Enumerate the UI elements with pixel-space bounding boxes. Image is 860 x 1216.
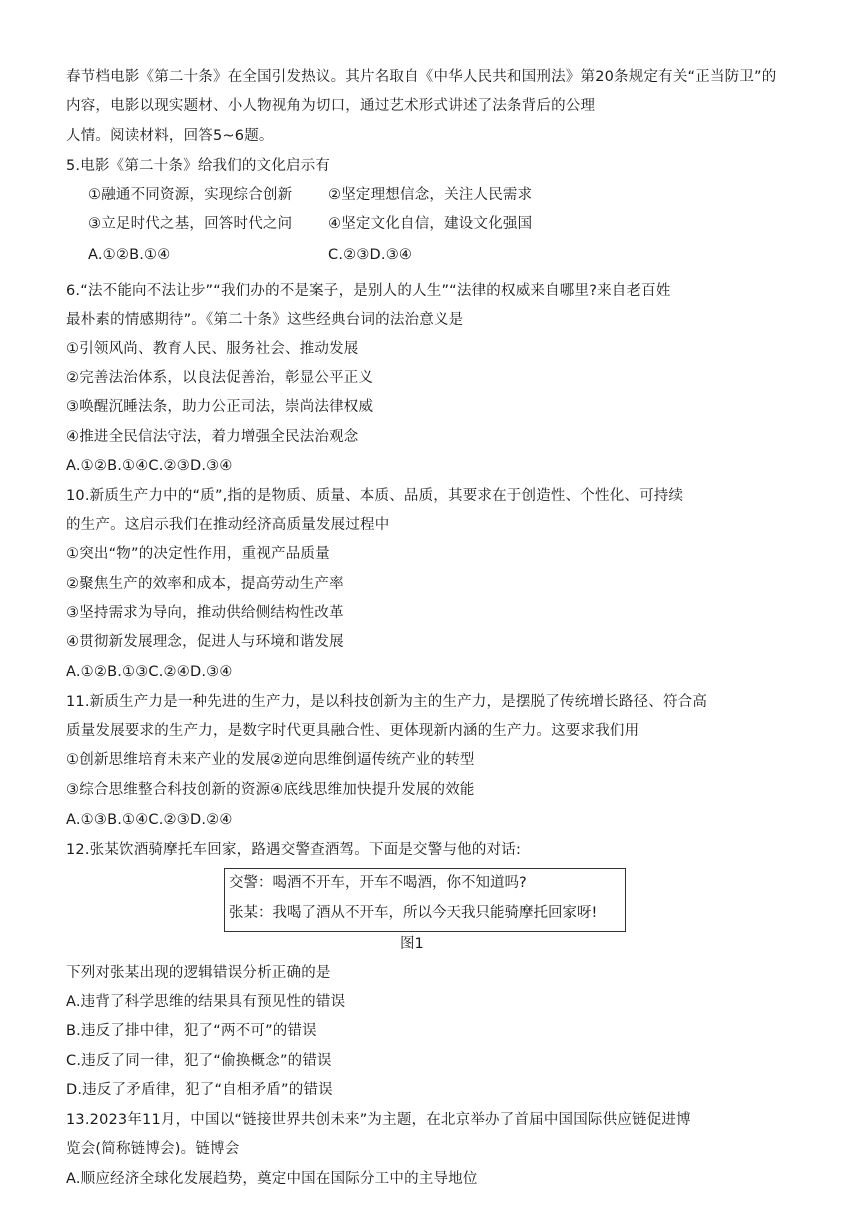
q12-question: 下列对张某出现的逻辑错误分析正确的是 (66, 965, 331, 981)
q11-options-3-4: ③综合思维整合科技创新的资源④底线思维加快提升发展的效能 (66, 782, 475, 798)
q11-stem-1: 11.新质生产力是一种先进的生产力，是以科技创新为主的生产力，是摆脱了传统增长路径、符合高 (66, 694, 708, 710)
q12-dialog-police: 交警：喝酒不开车，开车不喝酒，你不知道吗? (229, 875, 527, 891)
q12-option-a: A.违背了科学思维的结果具有预见性的错误 (66, 994, 346, 1010)
q5-option-3: ③立足时代之基，回答时代之问 (88, 216, 293, 232)
q12-stem: 12.张某饮酒骑摩托车回家，路遇交警查酒驾。下面是交警与他的对话: (66, 842, 522, 858)
q5-options-row-2 (88, 214, 788, 234)
q13-stem-2: 览会(简称链博会)。链博会 (66, 1141, 240, 1157)
q5-options-row-1 (88, 185, 788, 205)
q12-option-c: C.违反了同一律，犯了“偷换概念”的错误 (66, 1053, 332, 1069)
q12-option-b: B.违反了排中律，犯了“两不可”的错误 (66, 1023, 317, 1039)
q5-option-4: ④坚定文化自信，建设文化强国 (328, 216, 533, 232)
q10-stem-2: 的生产。这启示我们在推动经济高质量发展过程中 (66, 517, 390, 533)
intro-line-1: 春节档电影《第二十条》在全国引发热议。其片名取自《中华人民共和国刑法》第20条规定有关“正当防卫”的 (66, 69, 777, 85)
q10-stem-1: 10.新质生产力中的“质”,指的是物质、质量、本质、品质，其要求在于创造性、个性化、可持续 (66, 488, 684, 504)
q6-stem-1: 6.“法不能向不法让步”“我们办的不是案子，是别人的人生”“法律的权威来自哪里?来自老百姓 (66, 283, 671, 299)
q10-option-1: ①突出“物”的决定性作用，重视产品质量 (66, 546, 330, 562)
q5-stem: 5.电影《第二十条》给我们的文化启示有 (66, 158, 331, 174)
q6-option-1: ①引领风尚、教育人民、服务社会、推动发展 (66, 341, 359, 357)
q13-option-a: A.顺应经济全球化发展趋势，奠定中国在国际分工中的主导地位 (66, 1171, 478, 1187)
q10-option-3: ③坚持需求为导向，推动供给侧结构性改革 (66, 605, 344, 621)
q12-option-d: D.违反了矛盾律，犯了“自相矛盾”的错误 (66, 1082, 333, 1098)
intro-line-2: 内容，电影以现实题材、小人物视角为切口，通过艺术形式讲述了法条背后的公理 (66, 98, 596, 114)
q6-choices: A.①②B.①④C.②③D.③④ (66, 458, 233, 474)
q6-option-2: ②完善法治体系，以良法促善治，彰显公平正义 (66, 370, 374, 386)
q10-choices: A.①②B.①③C.②④D.③④ (66, 664, 233, 680)
figure-caption: 图1 (400, 936, 424, 952)
q12-dialog-zhang: 张某：我喝了酒从不开车，所以今天我只能骑摩托回家呀! (229, 905, 598, 921)
q10-option-2: ②聚焦生产的效率和成本，提高劳动生产率 (66, 576, 344, 592)
q6-option-4: ④推进全民信法守法，着力增强全民法治观念 (66, 429, 359, 445)
q5-choices-ab: A.①②B.①④ (88, 247, 171, 263)
q5-choices-row (88, 245, 788, 265)
q5-choices-cd: C.②③D.③④ (328, 247, 413, 263)
q11-options-1-2: ①创新思维培育未来产业的发展②逆向思维倒逼传统产业的转型 (66, 752, 475, 768)
q6-stem-2: 最朴素的情感期待”。《第二十条》这些经典台词的法治意义是 (66, 312, 464, 328)
intro-line-3: 人情。阅读材料，回答5~6题。 (66, 128, 274, 144)
q13-stem-1: 13.2023年11月，中国以“链接世界共创未来”为主题，在北京举办了首届中国国际供应链促进博 (66, 1112, 691, 1128)
q5-option-2: ②坚定理想信念，关注人民需求 (328, 187, 533, 203)
q12-dialog-box (224, 868, 626, 932)
q6-option-3: ③唤醒沉睡法条，助力公正司法，崇尚法律权威 (66, 399, 374, 415)
q11-choices: A.①③B.①④C.②③D.②④ (66, 812, 233, 828)
q5-option-1: ①融通不同资源，实现综合创新 (88, 187, 293, 203)
q11-stem-2: 质量发展要求的生产力，是数字时代更具融合性、更体现新内涵的生产力。这要求我们用 (66, 723, 640, 739)
q10-option-4: ④贯彻新发展理念，促进人与环境和谐发展 (66, 634, 344, 650)
